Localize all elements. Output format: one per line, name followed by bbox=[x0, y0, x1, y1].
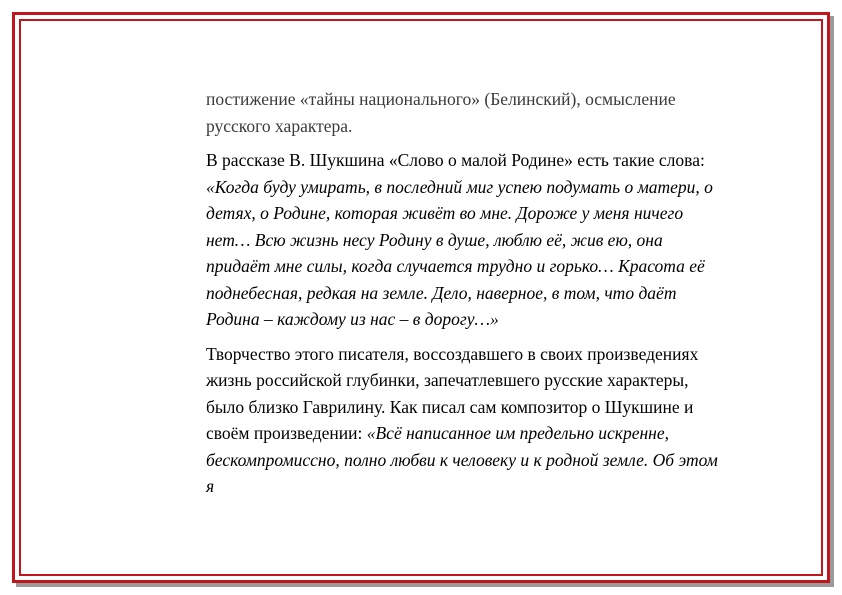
paragraph-3 bbox=[206, 341, 726, 500]
paragraph-2-text: В рассказе В. Шукшина «Слово о малой Родине» есть такие слова: bbox=[206, 150, 705, 170]
paragraph-2 bbox=[206, 147, 726, 333]
slide-text bbox=[206, 86, 726, 508]
paragraph-3-text: Творчество этого писателя, воссоздавшего в своих произведениях жизнь российской глубинки, запечатлевшего русские характеры, было близко Гаврилину. Как писал сам композитор о Шукшине и своём произведении: bbox=[206, 343, 699, 443]
paragraph-3-quote: «Всё написанное им предельно искренне, бескомпромиссно, полно любви к человеку и к родной земле. Об этом я bbox=[206, 423, 718, 496]
paragraph-2-quote: «Когда буду умирать, в последний миг успею подумать о матери, о детях, о Родине, которая живёт во мне. Дороже у меня ничего нет… Всю жизнь несу Родину в душе, люблю её, жив ею, она придаёт мне силы, когда случается трудно и горько… Красота её поднебесная, редкая на земле. Дело, наверное, в том, что даёт Родина – каждому из нас – в дорогу…» bbox=[206, 176, 713, 329]
paragraph-1 bbox=[206, 86, 726, 139]
paragraph-1-text: постижение «тайны национального» (Белинский), осмысление русского характера. bbox=[206, 89, 676, 136]
